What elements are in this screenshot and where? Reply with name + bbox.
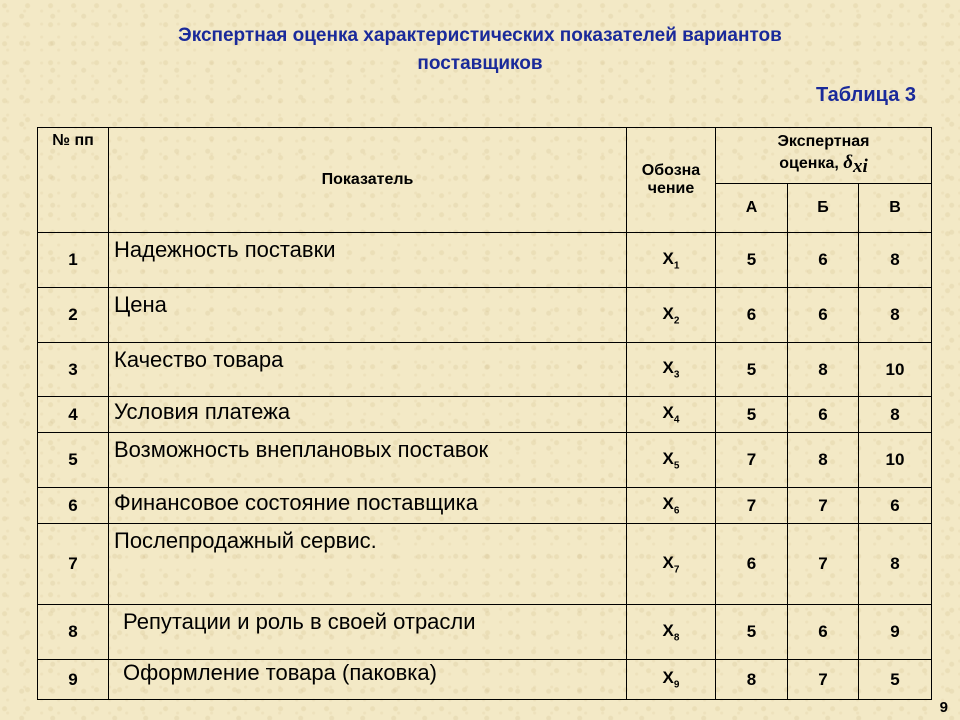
row-designation [627, 488, 716, 524]
title-line-1: Экспертная оценка характеристических показателей вариантов [178, 25, 782, 46]
header-variant-a: А [716, 184, 788, 233]
designation-subscript: 7 [673, 564, 680, 576]
header-expert-line-2 [716, 152, 931, 180]
value-c: 10 [859, 343, 932, 397]
designation-symbol: X [662, 403, 674, 423]
row-indicator: Условия платежа [109, 397, 627, 433]
value-c: 10 [859, 433, 932, 488]
table-row [38, 488, 932, 524]
designation-subscript: 3 [673, 369, 680, 381]
row-num: 5 [38, 433, 109, 488]
row-designation [627, 233, 716, 288]
row-designation [627, 397, 716, 433]
value-c: 8 [859, 288, 932, 343]
row-designation [627, 433, 716, 488]
designation-symbol: X [662, 248, 674, 268]
expert-evaluation-table [37, 127, 932, 700]
table-label: Таблица 3 [815, 84, 916, 106]
row-num: 4 [38, 397, 109, 433]
row-num: 3 [38, 343, 109, 397]
value-c: 6 [859, 488, 932, 524]
row-designation [627, 660, 716, 700]
delta-subscript: xi [852, 156, 868, 178]
value-c: 5 [859, 660, 932, 700]
header-designation-line-1: Обозна [641, 162, 701, 179]
designation-subscript: 1 [673, 260, 680, 272]
table-row [38, 233, 932, 288]
value-c: 8 [859, 524, 932, 605]
designation-symbol: X [662, 448, 674, 468]
header-indicator: Показатель [109, 128, 627, 233]
value-a: 5 [716, 233, 788, 288]
table-row [38, 524, 932, 605]
header-expert [716, 128, 932, 184]
row-designation [627, 524, 716, 605]
row-num: 8 [38, 605, 109, 660]
table-row [38, 433, 932, 488]
row-num: 9 [38, 660, 109, 700]
row-indicator: Оформление товара (паковка) [109, 660, 627, 700]
designation-symbol: X [662, 552, 674, 572]
row-num: 7 [38, 524, 109, 605]
row-num: 2 [38, 288, 109, 343]
table-row [38, 605, 932, 660]
row-indicator: Цена [109, 288, 627, 343]
designation-subscript: 6 [673, 505, 680, 517]
row-num: 1 [38, 233, 109, 288]
row-indicator: Финансовое состояние поставщика [109, 488, 627, 524]
designation-subscript: 2 [673, 315, 680, 327]
designation-symbol: X [662, 358, 674, 378]
row-indicator: Возможность внеплановых поставок [109, 433, 627, 488]
value-b: 7 [788, 660, 859, 700]
row-designation [627, 605, 716, 660]
value-a: 8 [716, 660, 788, 700]
slide-title [0, 22, 960, 78]
value-c: 8 [859, 233, 932, 288]
value-b: 6 [788, 605, 859, 660]
value-a: 5 [716, 605, 788, 660]
delta-symbol: δ [843, 151, 853, 173]
table-row [38, 288, 932, 343]
designation-symbol: X [662, 303, 674, 323]
value-c: 8 [859, 397, 932, 433]
designation-subscript: 4 [673, 414, 680, 426]
table-row [38, 660, 932, 700]
row-designation [627, 343, 716, 397]
row-indicator: Репутации и роль в своей отрасли [109, 605, 627, 660]
header-expert-label: оценка, [779, 154, 839, 172]
value-b: 7 [788, 488, 859, 524]
header-designation-line-2: чение [647, 180, 695, 197]
value-a: 5 [716, 397, 788, 433]
title-line-2: поставщиков [417, 53, 543, 74]
value-a: 5 [716, 343, 788, 397]
value-b: 8 [788, 433, 859, 488]
value-b: 6 [788, 288, 859, 343]
value-a: 6 [716, 524, 788, 605]
header-variant-b: Б [788, 184, 859, 233]
value-b: 6 [788, 233, 859, 288]
table-row [38, 397, 932, 433]
header-expert-line-1: Экспертная [777, 132, 870, 150]
row-indicator: Надежность поставки [109, 233, 627, 288]
designation-subscript: 9 [673, 679, 680, 691]
designation-symbol: X [662, 668, 674, 688]
table-row [38, 343, 932, 397]
designation-symbol: X [662, 494, 674, 514]
value-b: 8 [788, 343, 859, 397]
row-designation [627, 288, 716, 343]
designation-symbol: X [662, 620, 674, 640]
designation-subscript: 8 [673, 632, 680, 644]
value-b: 6 [788, 397, 859, 433]
designation-subscript: 5 [673, 460, 680, 472]
row-num: 6 [38, 488, 109, 524]
header-designation [627, 128, 716, 233]
value-a: 7 [716, 488, 788, 524]
row-indicator: Послепродажный сервис. [109, 524, 627, 605]
value-b: 7 [788, 524, 859, 605]
value-c: 9 [859, 605, 932, 660]
page-number: 9 [939, 699, 948, 716]
value-a: 6 [716, 288, 788, 343]
header-num: № пп [38, 128, 109, 233]
value-a: 7 [716, 433, 788, 488]
row-indicator: Качество товара [109, 343, 627, 397]
header-variant-c: В [859, 184, 932, 233]
